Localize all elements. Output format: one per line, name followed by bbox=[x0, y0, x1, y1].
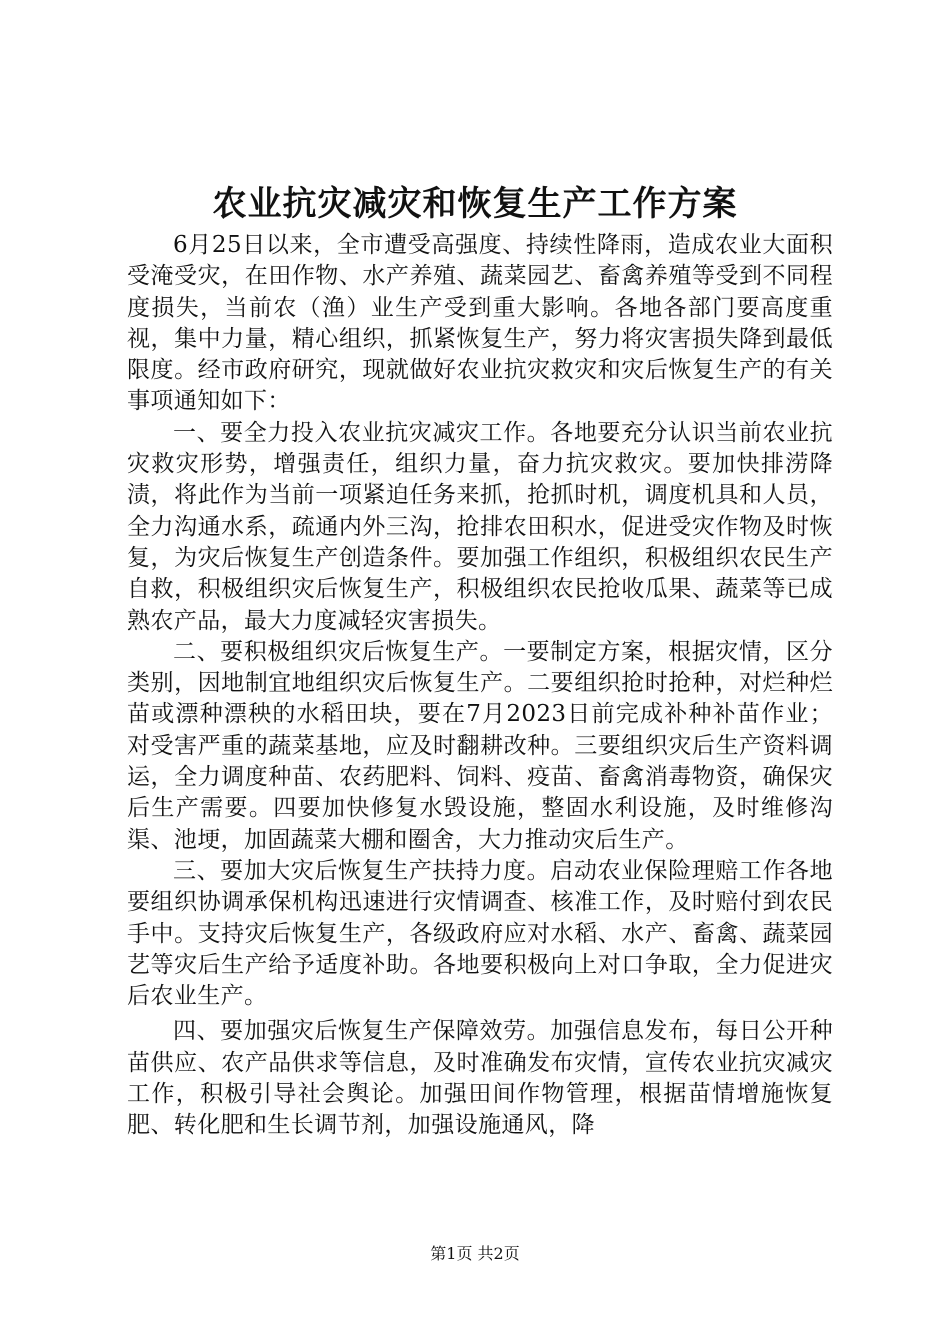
document-title: 农业抗灾减灾和恢复生产工作方案 bbox=[212, 184, 738, 224]
paragraph-section-1: 一、要全力投入农业抗灾减灾工作。各地要充分认识当前农业抗灾救灾形势，增强责任，组织力量，奋力抗灾救灾。要加快排涝降渍，将此作为当前一项紧迫任务来抓，抢抓时机，调度机具和人员，全力沟通水系，疏通内外三沟，抢排农田积水，促进受灾作物及时恢复，为灾后恢复生产创造条件。要加强工作组织，积极组织农民生产自救，积极组织灾后恢复生产，积极组织农民抢收瓜果、蔬菜等已成熟农产品，最大力度减轻灾害损失。 bbox=[127, 419, 833, 634]
page-number-footer: 第1页 共2页 bbox=[430, 1244, 520, 1263]
paragraph-section-4: 四、要加强灾后恢复生产保障效劳。加强信息发布，每日公开种苗供应、农产品供求等信息，及时准确发布灾情，宣传农业抗灾减灾工作，积极引导社会舆论。加强田间作物管理，根据苗情增施恢复肥、转化肥和生长调节剂，加强设施通风，降 bbox=[127, 1018, 833, 1139]
document-body bbox=[127, 230, 833, 1142]
paragraph-section-3: 三、要加大灾后恢复生产扶持力度。启动农业保险理赔工作各地要组织协调承保机构迅速进行灾情调查、核准工作，及时赔付到农民手中。支持灾后恢复生产，各级政府应对水稻、水产、畜禽、蔬菜园艺等灾后生产给予适度补助。各地要积极向上对口争取，全力促进灾后农业生产。 bbox=[127, 857, 833, 1010]
paragraph-section-2: 二、要积极组织灾后恢复生产。一要制定方案，根据灾情，区分类别，因地制宜地组织灾后恢复生产。二要组织抢时抢种，对烂种烂苗或漂种漂秧的水稻田块，要在7月2023日前完成补种补苗作业；对受害严重的蔬菜基地，应及时翻耕改种。三要组织灾后生产资料调运，全力调度种苗、农药肥料、饲料、疫苗、畜禽消毒物资，确保灾后生产需要。四要加快修复水毁设施，整固水利设施，及时维修沟渠、池埂，加固蔬菜大棚和圈舍，大力推动灾后生产。 bbox=[127, 638, 833, 853]
paragraph-intro: 6月25日以来，全市遭受高强度、持续性降雨，造成农业大面积受淹受灾，在田作物、水产养殖、蔬菜园艺、畜禽养殖等受到不同程度损失，当前农（渔）业生产受到重大影响。各地各部门要高度重视，集中力量，精心组织，抓紧恢复生产，努力将灾害损失降到最低限度。经市政府研究，现就做好农业抗灾救灾和灾后恢复生产的有关事项通知如下： bbox=[127, 232, 833, 415]
